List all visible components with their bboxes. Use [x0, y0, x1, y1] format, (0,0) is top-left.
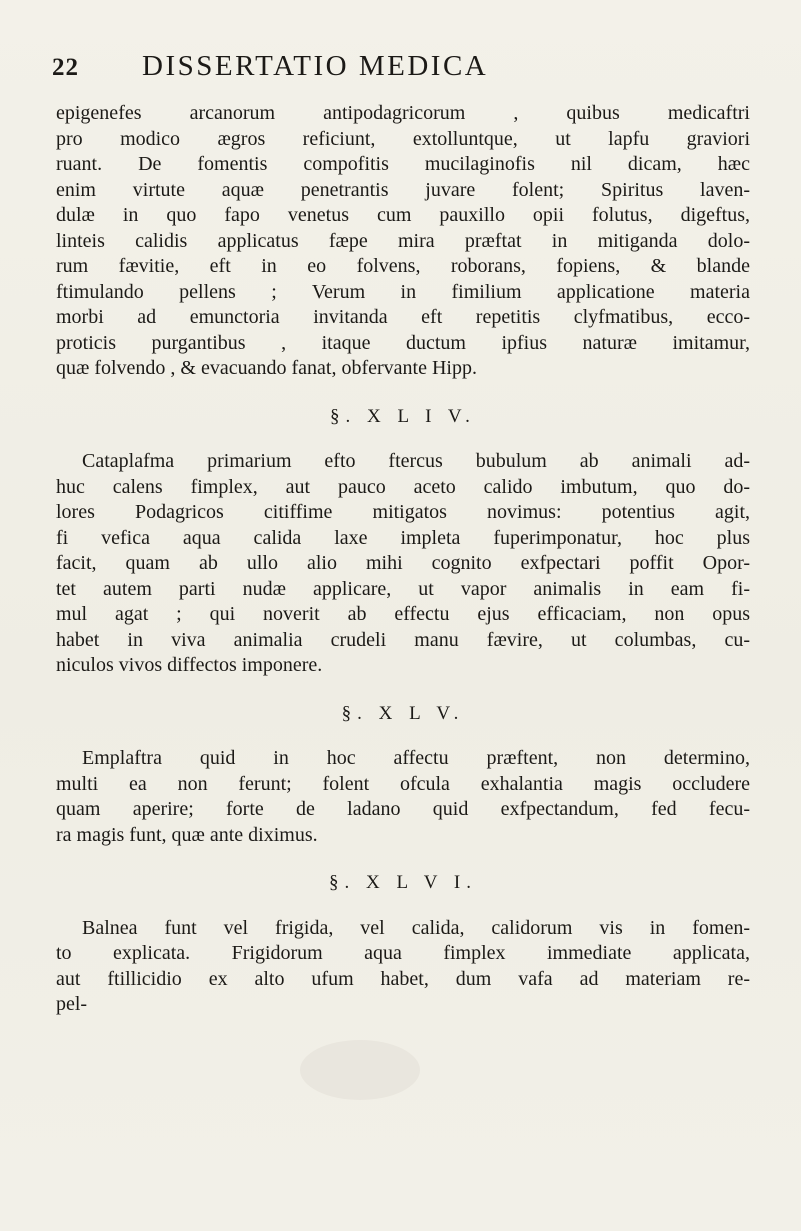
page-header: [52, 50, 741, 90]
text-line: mul agat ; qui noverit ab effectu ejus efficaciam, non opus: [56, 603, 750, 625]
running-title: DISSERTATIO MEDICA: [142, 50, 489, 82]
text-line: habet in viva animalia crudeli manu fævire, ut columbas, cu-: [56, 628, 750, 651]
paragraph-1: [56, 101, 750, 382]
text-line: pro modico ægros reficiunt, extolluntque, ut lapfu graviori: [56, 127, 750, 150]
text-line: dulæ in quo fapo venetus cum pauxillo opii folutus, digeftus,: [56, 204, 750, 226]
text-line: facit, quam ab ullo alio mihi cognito exfpectari poffit Opor-: [56, 552, 750, 574]
text-line: aut ftillicidio ex alto ufum habet, dum vafa ad materiam re-: [56, 967, 750, 990]
text-line: Balnea funt vel frigida, vel calida, calidorum vis in fomen-: [82, 916, 750, 939]
section-heading-xliv: §. X L I V.: [330, 405, 476, 427]
text-line: rum fævitie, eft in eo folvens, roborans, fopiens, & blande: [56, 255, 750, 277]
page-number: 22: [52, 54, 79, 81]
text-line: ra magis funt, quæ ante diximus.: [56, 823, 318, 846]
text-line: enim virtute aquæ penetrantis juvare folent; Spiritus laven-: [56, 178, 750, 201]
text-line: niculos vivos diffectos imponere.: [56, 654, 323, 676]
text-line: to explicata. Frigidorum aqua fimplex immediate applicata,: [56, 942, 750, 964]
text-line: linteis calidis applicatus fæpe mira præftat in mitiganda dolo-: [56, 229, 750, 252]
text-line: tet autem parti nudæ applicare, ut vapor animalis in eam fi-: [56, 577, 750, 600]
text-line: epigenefes arcanorum antipodagricorum , quibus medicaftri: [56, 102, 750, 124]
text-line: multi ea non ferunt; folent ofcula exhalantia magis occludere: [56, 772, 750, 795]
text-line: quam aperire; forte de ladano quid exfpectandum, fed fecu-: [56, 798, 750, 820]
text-line: ruant. De fomentis compofitis mucilaginofis nil dicam, hæc: [56, 153, 750, 175]
section-heading-xlv: §. X L V.: [341, 702, 465, 724]
section-heading-xlvi: §. X L V I.: [329, 872, 477, 893]
paragraph-3: [56, 746, 750, 848]
text-line: lores Podagricos citiffime mitigatos novimus: potentius agit,: [56, 501, 750, 523]
text-line: quæ folvendo , & evacuando fanat, obfervante Hipp.: [56, 357, 477, 379]
text-line: proticis purgantibus , itaque ductum ipfius naturæ imitamur,: [56, 331, 750, 354]
catchword: pel-: [56, 993, 88, 1015]
text-line: Emplaftra quid in hoc affectu præftent, non determino,: [82, 747, 750, 769]
paper-stain: [300, 1040, 420, 1100]
paragraph-4: [56, 916, 750, 1018]
text-line: Cataplafma primarium efto ftercus bubulum ab animali ad-: [82, 450, 750, 472]
text-body: [56, 101, 750, 1018]
text-line: huc calens fimplex, aut pauco aceto calido imbutum, quo do-: [56, 475, 750, 498]
paragraph-2: [56, 449, 750, 679]
text-line: ftimulando pellens ; Verum in fimilium applicatione materia: [56, 280, 750, 303]
text-line: fi vefica aqua calida laxe impleta fuperimponatur, hoc plus: [56, 526, 750, 549]
text-line: morbi ad emunctoria invitanda eft repetitis clyfmatibus, ecco-: [56, 306, 750, 328]
